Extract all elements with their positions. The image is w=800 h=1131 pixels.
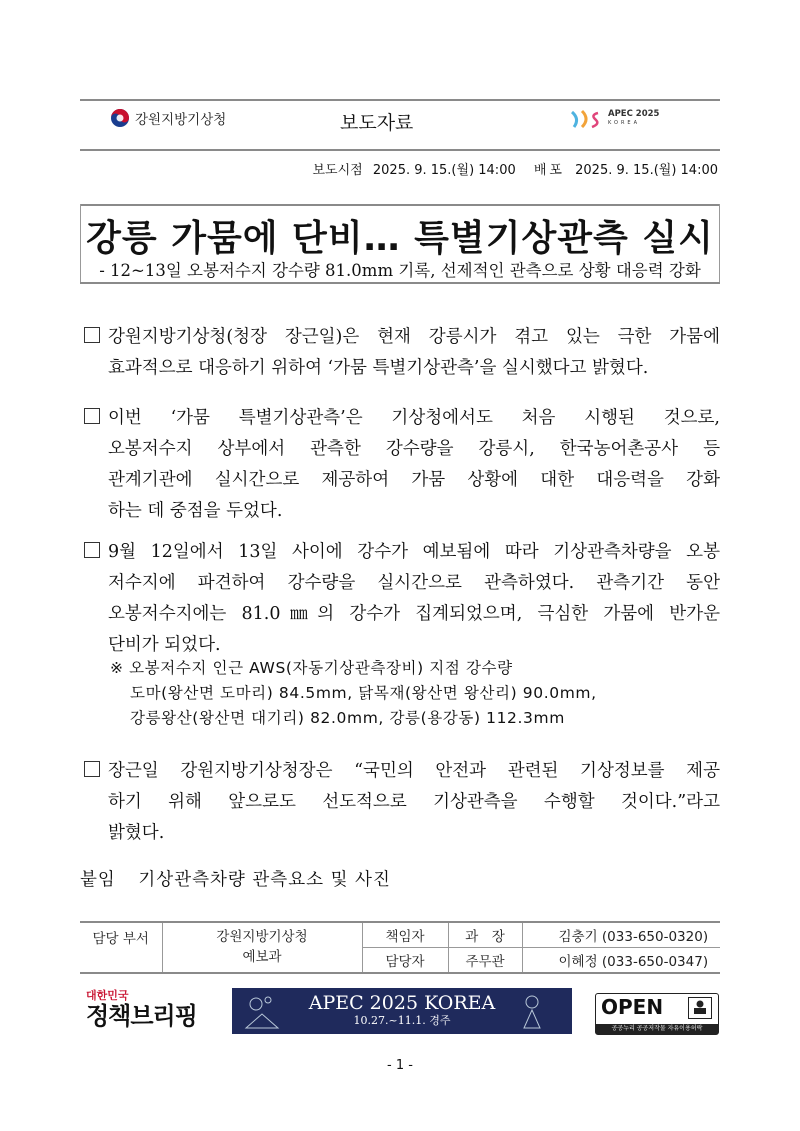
- paragraph-4: [84, 756, 720, 849]
- position: 주무관: [448, 948, 522, 974]
- briefing-small: 대한민국: [86, 989, 129, 1002]
- release-info: [313, 159, 719, 178]
- paragraph-text: 9월 12일에서 13일 사이에 강수가 예보됨에 따라 기상관측차량을 오봉: [108, 542, 720, 562]
- attribution-icon: [688, 997, 712, 1019]
- aws-note: [110, 656, 597, 731]
- note-line: 도마(왕산면 도마리) 84.5mm, 닭목재(왕산면 왕산리) 90.0mm,: [130, 684, 597, 702]
- note-heading: ※ 오봉저수지 인근 AWS(자동기상관측장비) 지점 강수량: [110, 659, 513, 677]
- paragraph-line: [84, 465, 720, 496]
- doc-type: 보도자료: [340, 112, 414, 134]
- paragraph-line: [84, 568, 720, 599]
- contact-person: 김충기 (033-650-0320): [522, 922, 720, 948]
- policy-briefing-logo[interactable]: [86, 987, 197, 1029]
- paragraph-text: 장근일 강원지방기상청장은 “국민의 안전과 관련된 기상정보를 제공: [108, 761, 720, 781]
- role: 책임자: [362, 922, 448, 948]
- paragraph-line: [84, 537, 720, 568]
- apec-logo: [570, 109, 659, 129]
- distribution-value: 2025. 9. 15.(월) 14:00: [575, 163, 718, 178]
- checkbox-bullet-icon: [84, 542, 100, 558]
- paragraph-line: [84, 818, 720, 849]
- paragraph-text: 밝혔다.: [108, 823, 165, 843]
- decoration-right-icon: [512, 992, 552, 1030]
- banner-title: APEC 2025 KOREA: [308, 992, 496, 1014]
- decoration-left-icon: [242, 992, 282, 1030]
- dept-label: 담당 부서: [80, 922, 162, 973]
- open-logo: OPEN: [601, 995, 664, 1019]
- agency-logo: [110, 108, 226, 128]
- paragraph-line: [84, 403, 720, 434]
- paragraph-text: 효과적으로 대응하기 위하여 ‘가뭄 특별기상관측’을 실시했다고 밝혔다.: [108, 358, 649, 378]
- paragraph-text: 하는 데 중점을 두었다.: [108, 501, 283, 521]
- dept-line1: 강원지방기상청: [216, 929, 308, 945]
- banner-subtitle: 10.27.~11.1. 경주: [353, 1014, 451, 1027]
- attachment-text: 기상관측차량 관측요소 및 사진: [138, 870, 391, 890]
- government-emblem-icon: [110, 108, 130, 128]
- apec-logo-text: APEC 2025: [608, 109, 660, 119]
- checkbox-bullet-icon: [84, 761, 100, 777]
- page-number: - 1 -: [387, 1058, 413, 1073]
- contact-person: 이혜정 (033-650-0347): [522, 948, 720, 974]
- attachment-label: 붙임: [80, 870, 116, 890]
- paragraph-text: 단비가 되었다.: [108, 635, 221, 655]
- paragraph-3: [84, 537, 720, 661]
- paragraph-1: [84, 322, 720, 384]
- position: 과 장: [448, 922, 522, 948]
- apec-banner[interactable]: [232, 988, 572, 1034]
- checkbox-bullet-icon: [84, 408, 100, 424]
- paragraph-text: 이번 ‘가뭄 특별기상관측’은 기상청에서도 처음 시행된 것으로,: [108, 408, 720, 428]
- open-caption: 공공누리 공공저작물 자유이용허락: [596, 1024, 718, 1034]
- paragraph-line: [84, 599, 720, 630]
- table-row: [80, 922, 720, 948]
- embargo-value: 2025. 9. 15.(월) 14:00: [372, 163, 516, 178]
- contact-table: [80, 921, 720, 974]
- attachment: [80, 866, 391, 891]
- checkbox-bullet-icon: [84, 327, 100, 343]
- apec-logo-sub: KOREA: [608, 120, 640, 126]
- briefing-big: 정책브리핑: [86, 1002, 197, 1030]
- paragraph-text: 관계기관에 실시간으로 제공하여 가뭄 상황에 대한 대응력을 강화: [108, 470, 720, 490]
- paragraph-line: [84, 756, 720, 787]
- page-title: 강릉 가뭄에 단비… 특별기상관측 실시: [86, 218, 714, 259]
- role: 담당자: [362, 948, 448, 974]
- paragraph-line: [84, 496, 720, 527]
- paragraph-line: [84, 353, 720, 384]
- paragraph-text: 오봉저수지 상부에서 관측한 강수량을 강릉시, 한국농어촌공사 등: [108, 439, 720, 459]
- subtitle: - 12~13일 오봉저수지 강수량 81.0mm 기록, 선제적인 관측으로 상황 대응력 강화: [99, 261, 701, 280]
- agency-name: 강원지방기상청: [135, 112, 227, 128]
- dept-line2: 예보과: [242, 949, 282, 965]
- distribution-label: 배포: [533, 163, 565, 178]
- paragraph-line: [84, 434, 720, 465]
- paragraph-2: [84, 403, 720, 527]
- paragraph-text: 오봉저수지에는 81.0㎜의 강수가 집계되었으며, 극심한 가뭄에 반가운: [108, 604, 720, 624]
- apec-emblem-icon: [570, 109, 604, 129]
- note-line: 강릉왕산(왕산면 대기리) 82.0mm, 강릉(용강동) 112.3mm: [130, 709, 565, 727]
- kogl-open-badge: [595, 993, 719, 1035]
- paragraph-text: 저수지에 파견하여 강수량을 실시간으로 관측하였다. 관측기간 동안: [108, 573, 720, 593]
- paragraph-text: 하기 위해 앞으로도 선도적으로 기상관측을 수행할 것이다.”라고: [108, 792, 720, 812]
- embargo-label: 보도시점: [312, 163, 363, 178]
- dept-name: [162, 922, 362, 973]
- paragraph-line: [84, 322, 720, 353]
- paragraph-line: [84, 787, 720, 818]
- paragraph-text: 강원지방기상청(청장 장근일)은 현재 강릉시가 겪고 있는 극한 가뭄에: [108, 327, 720, 347]
